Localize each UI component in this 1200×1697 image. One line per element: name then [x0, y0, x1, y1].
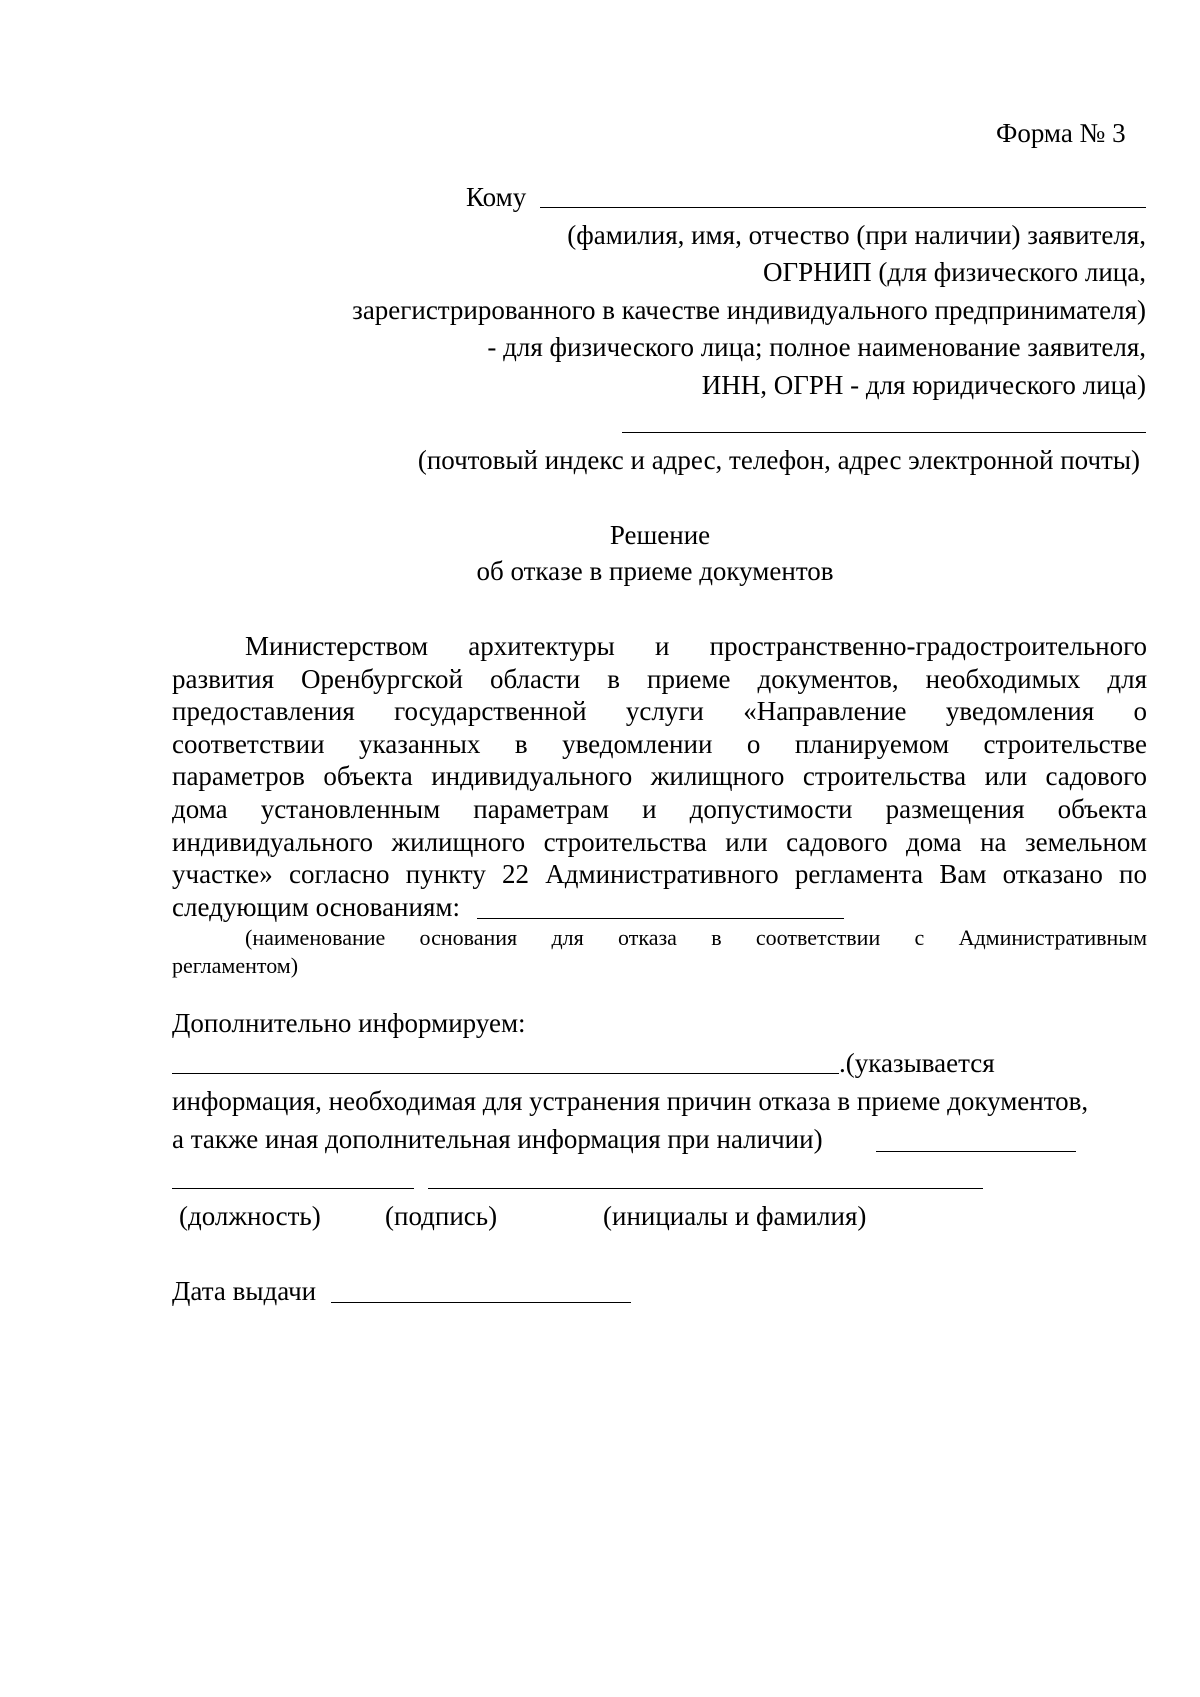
additional-info-blank[interactable] [172, 1073, 839, 1074]
additional-note-line: а также иная дополнительная информация при наличии) [172, 1124, 823, 1154]
recipient-label: Кому [466, 182, 527, 212]
body-line: Министерством архитектуры и пространственно-градостроительного [245, 631, 1147, 661]
body-line: предоставления государственной услуги «Направление уведомления о [172, 696, 1147, 726]
body-line: параметров объекта индивидуального жилищного строительства или садового [172, 761, 1147, 791]
recipient-hint-line: ИНН, ОГРН - для юридического лица) [701, 370, 1146, 400]
additional-label: Дополнительно информируем: [172, 1008, 526, 1038]
recipient-hint-line: (фамилия, имя, отчество (при наличии) заявителя, [567, 220, 1146, 250]
document-subtitle: об отказе в приеме документов [476, 556, 834, 586]
additional-extra-blank[interactable] [876, 1151, 1076, 1152]
body-line: соответствии указанных в уведомлении о планируемом строительстве [172, 729, 1147, 759]
recipient-name-blank[interactable] [540, 207, 1146, 208]
position-blank[interactable] [172, 1188, 414, 1189]
signature-label: (подпись) [385, 1201, 498, 1231]
document-title: Решение [609, 520, 711, 550]
recipient-hint-line: - для физического лица; полное наименование заявителя, [487, 332, 1146, 362]
additional-note-line: информация, необходимая для устранения причин отказа в приеме документов, [172, 1086, 1089, 1116]
address-hint: (почтовый индекс и адрес, телефон, адрес электронной почты) [417, 445, 1140, 475]
position-label: (должность) [179, 1201, 321, 1231]
refusal-reason-blank[interactable] [477, 918, 844, 919]
reason-hint-line: регламентом) [172, 953, 299, 978]
issue-date-blank[interactable] [331, 1302, 631, 1303]
body-line: дома установленным параметрам и допустимости размещения объекта [172, 794, 1147, 824]
body-last-line: следующим основаниям: [172, 892, 460, 922]
signature-name-blank[interactable] [428, 1188, 983, 1189]
recipient-address-blank[interactable] [622, 432, 1146, 433]
body-line: участке» согласно пункту 22 Административного регламента Вам отказано по [172, 859, 1147, 889]
form-number: Форма № 3 [996, 118, 1126, 148]
body-line: индивидуального жилищного строительства или садового дома на земельном [172, 827, 1147, 857]
recipient-hint-line: зарегистрированного в качестве индивидуального предпринимателя) [352, 295, 1146, 325]
reason-hint-line: (наименование основания для отказа в соответствии с Административным [245, 925, 1147, 950]
name-label: (инициалы и фамилия) [603, 1201, 867, 1231]
recipient-hint-line: ОГРНИП (для физического лица, [762, 257, 1146, 287]
additional-note: .(указывается [839, 1048, 995, 1078]
issue-date-label: Дата выдачи [172, 1276, 317, 1306]
body-line: развития Оренбургской области в приеме документов, необходимых для [172, 664, 1147, 694]
